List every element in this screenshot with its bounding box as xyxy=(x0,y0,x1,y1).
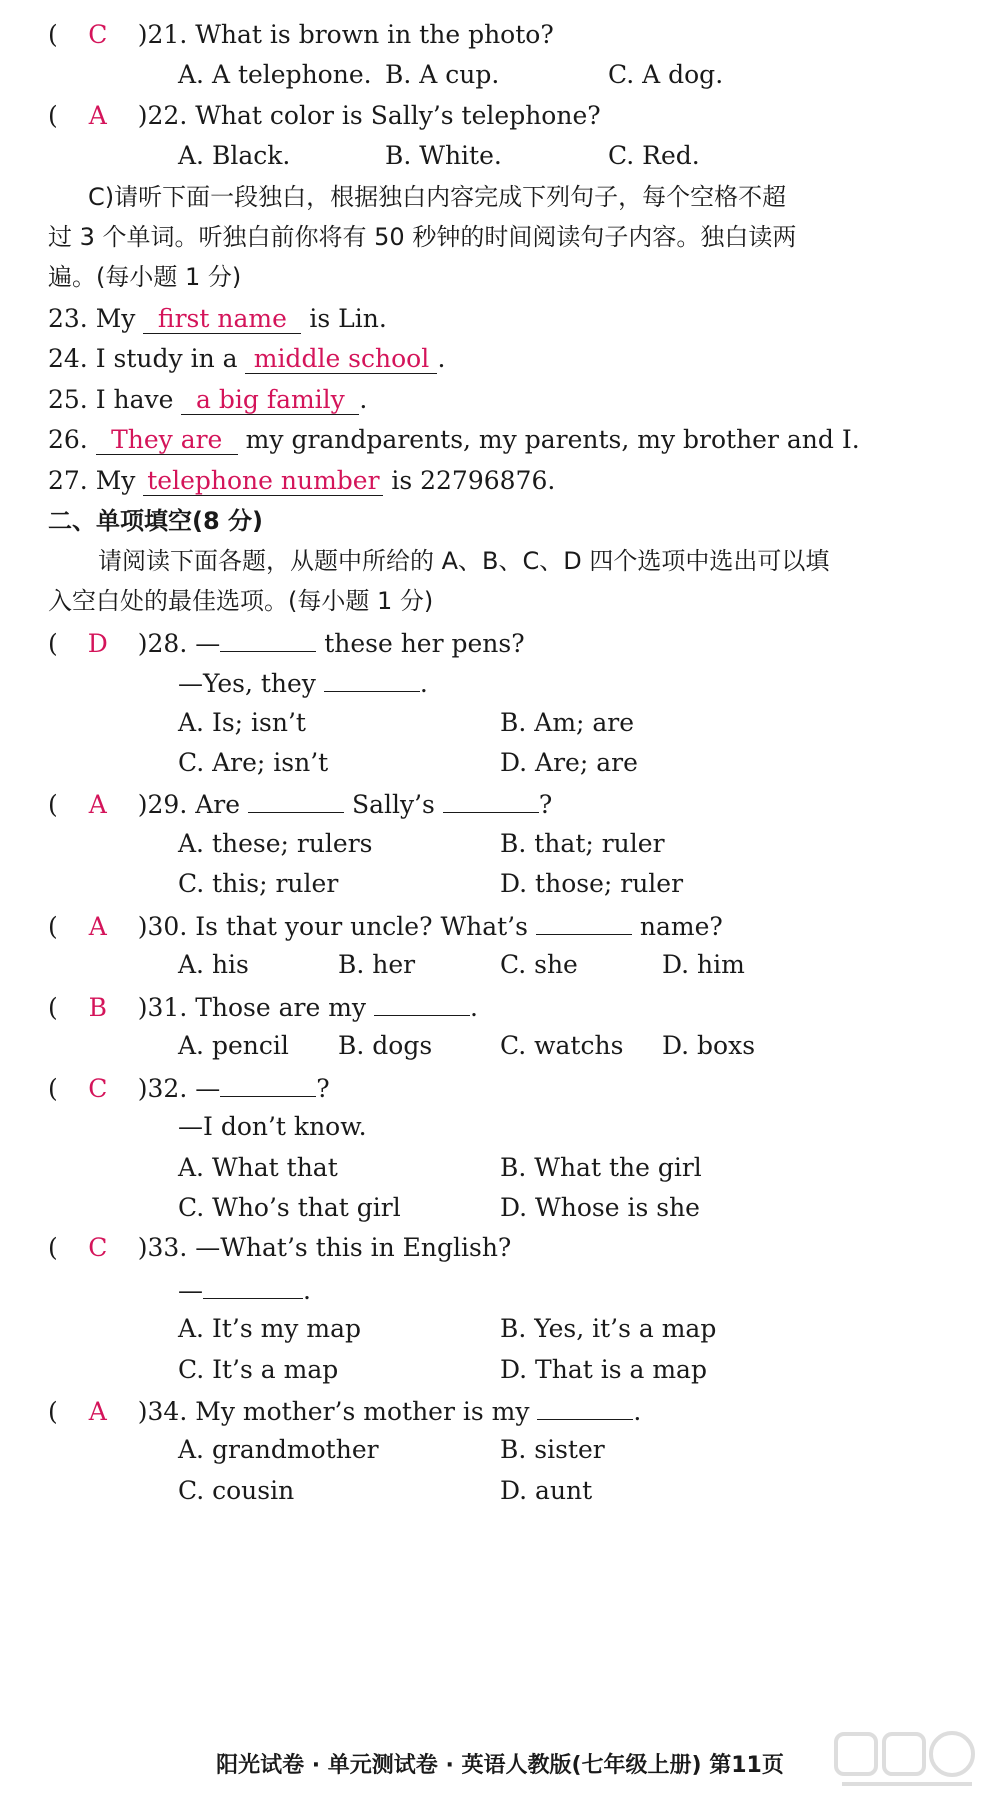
option-b: B. that; ruler xyxy=(500,829,665,858)
question-stem: these her pens? xyxy=(324,629,525,658)
option-c: C. A dog. xyxy=(608,60,724,89)
option-c: C. Who’s that girl xyxy=(178,1193,401,1222)
instruction-line: 请阅读下面各题，从题中所给的 A、B、C、D 四个选项中选出可以填 xyxy=(98,547,830,575)
page-footer: 阳光试卷 · 单元测试卷 · 英语人教版(七年级上册) 第11页 xyxy=(216,1753,784,1778)
blank-line xyxy=(374,989,470,1016)
option-d: D. aunt xyxy=(500,1476,593,1505)
question-32: ( C )32. — ? xyxy=(48,1070,330,1106)
question-stem: )34. My mother’s mother is my xyxy=(137,1397,530,1426)
blank-line xyxy=(324,665,420,692)
question-stem: name? xyxy=(639,912,723,941)
sentence-end: . xyxy=(437,344,446,373)
answer-mark: A xyxy=(88,101,107,130)
question-stem: )33. —What’s this in English? xyxy=(137,1233,512,1262)
answer-mark: C xyxy=(88,1074,108,1103)
question-23 xyxy=(48,302,387,336)
watermark-logo-icon xyxy=(832,1728,982,1794)
blank-line xyxy=(536,908,632,935)
option-d: D. That is a map xyxy=(500,1355,707,1384)
sentence-start: 25. I have xyxy=(48,385,174,414)
question-33-response xyxy=(178,1272,311,1308)
question-28-response xyxy=(178,665,428,701)
question-22: ( A )22. What color is Sally’s telephone? xyxy=(48,99,601,133)
question-stem: )30. Is that your uncle? What’s xyxy=(137,912,528,941)
sentence-end: . xyxy=(359,385,368,414)
option-c: C. she xyxy=(500,950,578,979)
response-text: — xyxy=(178,1276,203,1305)
option-a: A. Black. xyxy=(178,141,291,170)
instruction-line: C)请听下面一段独白，根据独白内容完成下列句子，每个空格不超 xyxy=(88,183,787,211)
question-stem: )32. — xyxy=(137,1074,221,1103)
filled-answer: middle school xyxy=(245,345,437,374)
response-text: —Yes, they xyxy=(178,669,316,698)
question-stem: )28. — xyxy=(137,629,221,658)
response-text: . xyxy=(303,1276,311,1305)
option-a: A. A telephone. xyxy=(178,60,372,89)
instruction-line: 过 3 个单词。听独白前你将有 50 秒钟的时间阅读句子内容。独白读两 xyxy=(48,223,797,251)
answer-mark: B xyxy=(88,993,107,1022)
option-b: B. What the girl xyxy=(500,1153,702,1182)
question-33: ( C )33. —What’s this in English? xyxy=(48,1231,511,1265)
option-a: A. pencil xyxy=(178,1031,289,1060)
sentence-end: is Lin. xyxy=(309,304,387,333)
question-stem: )22. What color is Sally’s telephone? xyxy=(137,101,601,130)
option-b: B. Yes, it’s a map xyxy=(500,1314,717,1343)
option-d: D. Are; are xyxy=(500,748,638,777)
option-a: A. Is; isn’t xyxy=(178,708,306,737)
answer-mark: A xyxy=(88,790,107,819)
option-b: B. her xyxy=(338,950,416,979)
question-stem: )21. What is brown in the photo? xyxy=(137,20,554,49)
option-c: C. this; ruler xyxy=(178,869,339,898)
option-a: A. grandmother xyxy=(178,1435,379,1464)
blank-line xyxy=(203,1272,303,1299)
sentence-end: is 22796876. xyxy=(391,466,556,495)
blank-line xyxy=(248,786,344,813)
answer-mark: A xyxy=(88,912,107,941)
question-26 xyxy=(48,423,860,457)
option-c: C. Are; isn’t xyxy=(178,748,329,777)
option-d: D. boxs xyxy=(662,1031,756,1060)
question-28: ( D )28. — these her pens? xyxy=(48,625,525,661)
option-b: B. sister xyxy=(500,1435,605,1464)
option-b: B. dogs xyxy=(338,1031,433,1060)
filled-answer: a big family xyxy=(181,386,359,415)
question-25 xyxy=(48,383,367,417)
question-stem: . xyxy=(470,993,478,1022)
sentence-start: 23. My xyxy=(48,304,136,333)
answer-mark: C xyxy=(88,1233,108,1262)
blank-line xyxy=(537,1393,633,1420)
question-30: ( A )30. Is that your uncle? What’s name? xyxy=(48,908,723,944)
answer-mark: C xyxy=(88,20,108,49)
question-21: ( C )21. What is brown in the photo? xyxy=(48,18,554,52)
option-c: C. It’s a map xyxy=(178,1355,339,1384)
filled-answer: first name xyxy=(143,305,301,334)
filled-answer: telephone number xyxy=(143,467,383,496)
option-c: C. Red. xyxy=(608,141,700,170)
question-stem: )29. Are xyxy=(137,790,241,819)
instruction-line: 遍。(每小题 1 分) xyxy=(48,263,242,291)
question-29: ( A )29. Are Sally’s ? xyxy=(48,786,552,822)
sentence-start: 26. xyxy=(48,425,88,454)
answer-mark: D xyxy=(87,629,108,658)
instruction-line: 入空白处的最佳选项。(每小题 1 分) xyxy=(48,587,434,615)
question-32-response: —I don’t know. xyxy=(178,1112,367,1141)
option-d: D. those; ruler xyxy=(500,869,684,898)
option-a: A. It’s my map xyxy=(178,1314,361,1343)
option-a: A. his xyxy=(178,950,249,979)
option-c: C. cousin xyxy=(178,1476,295,1505)
question-stem: Sally’s xyxy=(351,790,435,819)
option-b: B. A cup. xyxy=(385,60,500,89)
blank-line xyxy=(220,625,316,652)
question-24 xyxy=(48,342,445,376)
blank-line xyxy=(443,786,539,813)
option-c: C. watchs xyxy=(500,1031,624,1060)
option-a: A. What that xyxy=(178,1153,338,1182)
question-stem: )31. Those are my xyxy=(137,993,367,1022)
question-stem: . xyxy=(633,1397,642,1426)
question-27 xyxy=(48,464,555,498)
question-stem: ? xyxy=(316,1074,330,1103)
question-stem: ? xyxy=(538,790,553,819)
option-d: D. Whose is she xyxy=(500,1193,700,1222)
sentence-start: 24. I study in a xyxy=(48,344,238,373)
option-b: B. White. xyxy=(385,141,502,170)
option-a: A. these; rulers xyxy=(178,829,373,858)
option-d: D. him xyxy=(662,950,745,979)
section-heading: 二、单项填空(8 分) xyxy=(48,507,263,535)
blank-line xyxy=(220,1070,316,1097)
question-34: ( A )34. My mother’s mother is my . xyxy=(48,1393,641,1429)
filled-answer: They are xyxy=(96,426,238,455)
sentence-end: my grandparents, my parents, my brother and I. xyxy=(245,425,860,454)
option-b: B. Am; are xyxy=(500,708,635,737)
response-text: . xyxy=(419,669,428,698)
answer-mark: A xyxy=(88,1397,107,1426)
sentence-start: 27. My xyxy=(48,466,136,495)
question-31: ( B )31. Those are my . xyxy=(48,989,478,1025)
